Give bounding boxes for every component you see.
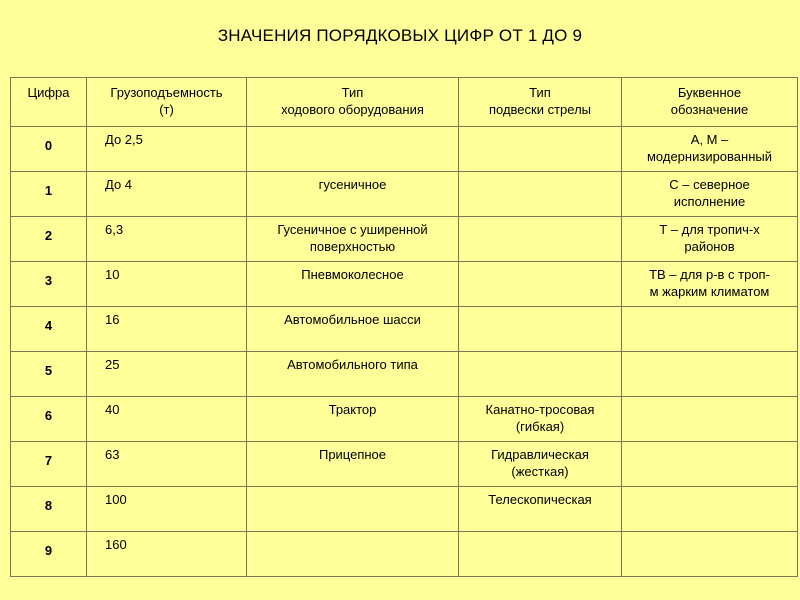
cell-letter (622, 487, 798, 532)
cell-running-gear (247, 172, 459, 217)
cell-running-gear (247, 307, 459, 352)
table-row (11, 397, 798, 442)
cell-boom (459, 172, 622, 217)
cell-capacity-text: 10 (105, 267, 120, 282)
cell-running-gear (247, 127, 459, 172)
ordinal-digits-table (10, 77, 798, 577)
table-header-row (11, 78, 798, 127)
cell-digit-text: 2 (44, 227, 53, 243)
cell-boom (459, 217, 622, 262)
cell-letter (622, 352, 798, 397)
cell-capacity (87, 262, 247, 307)
cell-letter (622, 127, 798, 172)
header-boom-line2: подвески стрелы (488, 102, 592, 117)
cell-digit (11, 172, 87, 217)
cell-capacity-text: 63 (105, 447, 120, 462)
cell-running-gear (247, 487, 459, 532)
cell-digit (11, 127, 87, 172)
cell-letter (622, 217, 798, 262)
cell-running-gear-text-1: Пневмоколесное (301, 267, 404, 282)
cell-letter-text-2: м жарким климатом (649, 284, 770, 299)
cell-digit-text: 5 (44, 362, 53, 378)
cell-digit (11, 397, 87, 442)
cell-boom (459, 262, 622, 307)
cell-letter (622, 397, 798, 442)
cell-running-gear-text-1: Гусеничное с уширенной (277, 222, 428, 237)
cell-running-gear (247, 262, 459, 307)
cell-capacity-text: 100 (105, 492, 127, 507)
cell-boom (459, 487, 622, 532)
cell-running-gear (247, 532, 459, 577)
table-row (11, 172, 798, 217)
cell-running-gear-text-1: Автомобильное шасси (284, 312, 421, 327)
cell-letter (622, 532, 798, 577)
cell-capacity-text: До 2,5 (105, 132, 143, 147)
table-row (11, 217, 798, 262)
cell-letter-text-2: исполнение (673, 194, 746, 209)
cell-capacity-text: 6,3 (105, 222, 124, 237)
cell-letter (622, 172, 798, 217)
cell-letter (622, 307, 798, 352)
cell-letter (622, 442, 798, 487)
table-row (11, 307, 798, 352)
cell-digit (11, 262, 87, 307)
cell-letter-text-2: районов (684, 239, 735, 254)
header-digit (11, 78, 87, 127)
cell-digit-text: 7 (44, 452, 53, 468)
cell-capacity (87, 532, 247, 577)
cell-boom-text-1: Гидравлическая (491, 447, 589, 462)
cell-capacity (87, 352, 247, 397)
cell-running-gear (247, 217, 459, 262)
header-running-gear (247, 78, 459, 127)
table-row (11, 262, 798, 307)
cell-running-gear (247, 397, 459, 442)
table-row (11, 127, 798, 172)
cell-digit (11, 487, 87, 532)
cell-capacity (87, 172, 247, 217)
cell-digit-text: 4 (44, 317, 53, 333)
cell-running-gear-text-1: Автомобильного типа (287, 357, 418, 372)
cell-running-gear-text-1: Прицепное (318, 447, 387, 462)
cell-digit (11, 307, 87, 352)
header-boom-line1: Тип (529, 85, 551, 100)
table-row (11, 442, 798, 487)
cell-capacity (87, 487, 247, 532)
cell-digit (11, 532, 87, 577)
cell-letter-text-1: ТВ – для р-в с троп- (649, 267, 770, 282)
cell-capacity-text: 16 (105, 312, 120, 327)
cell-capacity (87, 397, 247, 442)
header-capacity-line1: Грузоподъемность (110, 85, 223, 100)
cell-digit-text: 0 (44, 137, 53, 153)
cell-boom (459, 397, 622, 442)
table-row (11, 487, 798, 532)
header-capacity (87, 78, 247, 127)
cell-digit-text: 1 (44, 182, 53, 198)
cell-boom-text-1: Канатно-тросовая (485, 402, 595, 417)
cell-boom-text-1: Телескопическая (488, 492, 592, 507)
cell-capacity (87, 127, 247, 172)
header-letter-line2: обозначение (670, 102, 749, 117)
cell-letter (622, 262, 798, 307)
cell-running-gear (247, 352, 459, 397)
cell-boom (459, 127, 622, 172)
table-row (11, 352, 798, 397)
cell-capacity (87, 217, 247, 262)
cell-running-gear (247, 442, 459, 487)
cell-capacity (87, 442, 247, 487)
cell-digit-text: 6 (44, 407, 53, 423)
cell-capacity-text: 40 (105, 402, 120, 417)
table-body (11, 127, 798, 577)
cell-boom-text-2: (гибкая) (515, 419, 565, 434)
cell-running-gear-text-1: гусеничное (318, 177, 387, 192)
cell-letter-text-2: модернизированный (646, 149, 772, 164)
cell-digit-text: 9 (44, 542, 53, 558)
header-letter-line1: Буквенное (677, 85, 742, 100)
cell-boom (459, 442, 622, 487)
header-digit-label: Цифра (27, 85, 70, 100)
cell-letter-text-1: С – северное (669, 177, 750, 192)
cell-digit (11, 442, 87, 487)
cell-running-gear-text-1: Трактор (328, 402, 377, 417)
cell-letter-text-1: А, М – (690, 132, 729, 147)
cell-digit (11, 352, 87, 397)
cell-digit (11, 217, 87, 262)
cell-running-gear-text-2: поверхностью (309, 239, 396, 254)
table-row (11, 532, 798, 577)
cell-capacity (87, 307, 247, 352)
cell-capacity-text: До 4 (105, 177, 133, 192)
header-capacity-line2: (т) (159, 102, 174, 117)
slide-title: ЗНАЧЕНИЯ ПОРЯДКОВЫХ ЦИФР ОТ 1 ДО 9 (217, 26, 583, 45)
cell-boom (459, 352, 622, 397)
cell-boom-text-2: (жесткая) (511, 464, 569, 479)
cell-capacity-text: 160 (105, 537, 127, 552)
cell-digit-text: 3 (44, 272, 53, 288)
header-running-gear-line1: Тип (341, 85, 364, 100)
cell-digit-text: 8 (44, 497, 53, 513)
header-boom (459, 78, 622, 127)
cell-boom (459, 307, 622, 352)
header-running-gear-line2: ходового оборудования (281, 102, 424, 117)
header-letter (622, 78, 798, 127)
cell-capacity-text: 25 (105, 357, 120, 372)
cell-letter-text-1: Т – для тропич-х (659, 222, 760, 237)
cell-boom (459, 532, 622, 577)
